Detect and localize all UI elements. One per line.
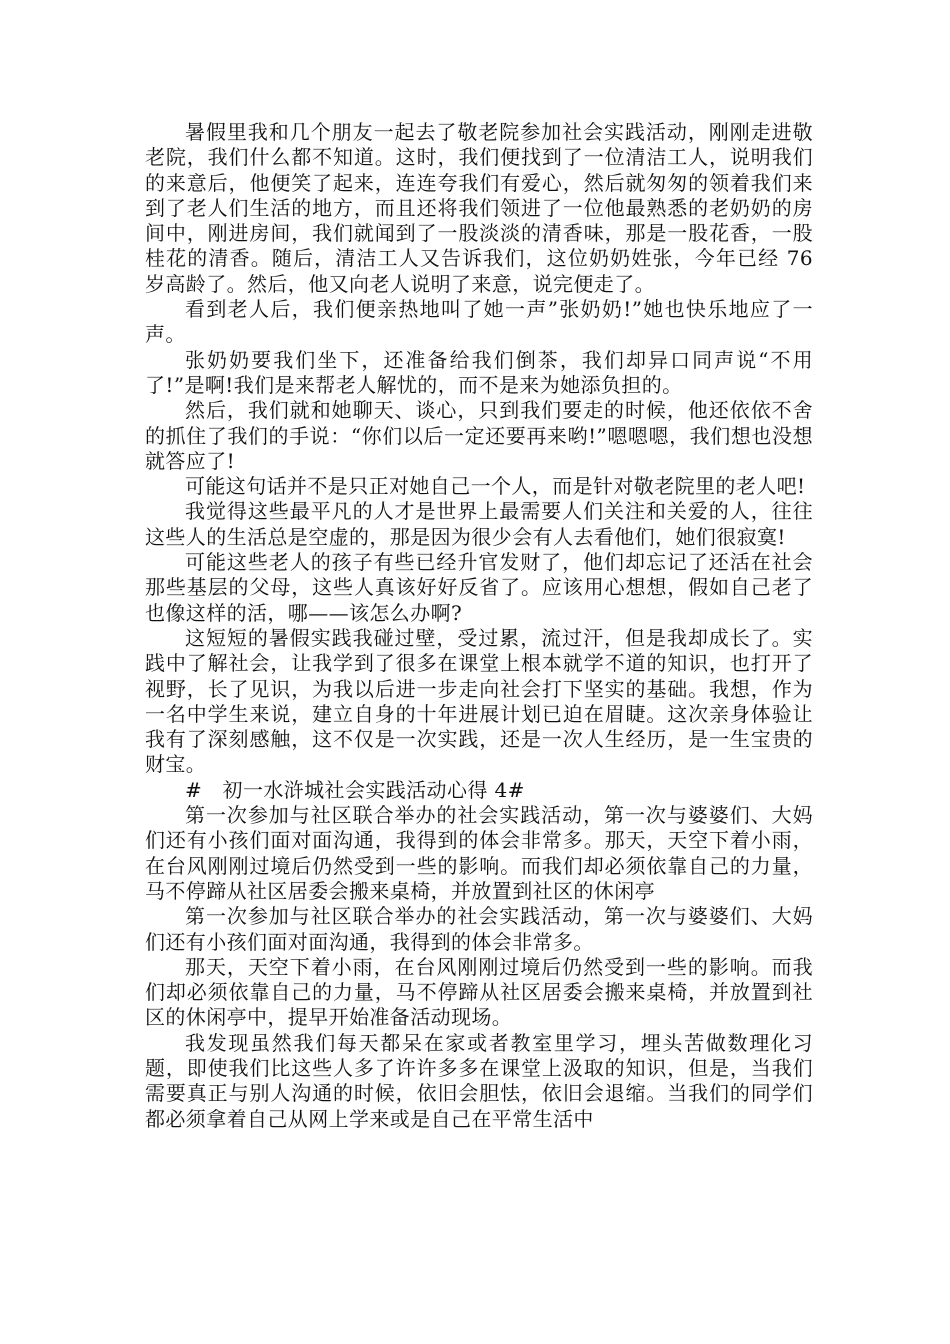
paragraph: 那天，天空下着小雨，在台风刚刚过境后仍然受到一些的影响。而我们却必须依靠自己的力量，马不停蹄从社区居委会搬来桌椅，并放置到社区的休闲亭中，提早开始准备活动现场。	[145, 954, 813, 1030]
paragraph: 第一次参加与社区联合举办的社会实践活动，第一次与婆婆们、大妈们还有小孩们面对面沟通，我得到的体会非常多。	[145, 904, 813, 954]
paragraph: 暑假里我和几个朋友一起去了敬老院参加社会实践活动，刚刚走进敬老院，我们什么都不知道。这时，我们便找到了一位清洁工人，说明我们的来意后，他便笑了起来，连连夸我们有爱心，然后就匆匆的领着我们来到了老人们生活的地方，而且还将我们领进了一位他最熟悉的老奶奶的房间中，刚进房间，我们就闻到了一股淡淡的清香味，那是一股花香，一股桂花的清香。随后，清洁工人又告诉我们，这位奶奶姓张，今年已经 76 岁高龄了。然后，他又向老人说明了来意，说完便走了。	[145, 120, 813, 296]
paragraph: 然后，我们就和她聊天、谈心，只到我们要走的时候，他还依依不舍的抓住了我们的手说：“你们以后一定还要再来哟!”嗯嗯嗯，我们想也没想就答应了!	[145, 398, 813, 473]
paragraph: 可能这句话并不是只正对她自己一个人，而是针对敬老院里的老人吧!	[185, 474, 806, 499]
paragraph: 这短短的暑假实践我碰过壁，受过累，流过汗，但是我却成长了。实践中了解社会，让我学到了很多在课堂上根本就学不道的知识，也打开了视野，长了见识，为我以后进一步走向社会打下坚实的基础。我想，作为一名中学生来说，建立自身的十年进展计划已迫在眉睫。这次亲身体验让我有了深刻感触，这不仅是一次实践，还是一次人生经历，是一生宝贵的财宝。	[145, 625, 813, 777]
paragraph: 第一次参加与社区联合举办的社会实践活动，第一次与婆婆们、大妈们还有小孩们面对面沟通，我得到的体会非常多。那天，天空下着小雨，在台风刚刚过境后仍然受到一些的影响。而我们却必须依靠自己的力量，马不停蹄从社区居委会搬来桌椅，并放置到社区的休闲亭	[145, 803, 813, 903]
document-body	[145, 120, 813, 1132]
paragraph: 我发现虽然我们每天都呆在家或者教室里学习，埋头苦做数理化习题，即使我们比这些人多了许许多多在课堂上汲取的知识，但是，当我们需要真正与别人沟通的时候，依旧会胆怯，依旧会退缩。当我们的同学们都必须拿着自己从网上学来或是自己在平常生活中	[145, 1030, 813, 1131]
section-heading: # 初一水浒城社会实践活动心得 4#	[185, 777, 525, 802]
paragraph: 可能这些老人的孩子有些已经升官发财了，他们却忘记了还活在社会那些基层的父母，这些人真该好好反省了。应该用心想想，假如自己老了也像这样的活，哪——该怎么办啊?	[145, 550, 813, 625]
paragraph: 张奶奶要我们坐下，还准备给我们倒茶，我们却异口同声说“不用了!”是啊!我们是来帮老人解忧的，而不是来为她添负担的。	[145, 347, 813, 397]
paragraph: 我觉得这些最平凡的人才是世界上最需要人们关注和关爱的人，往往这些人的生活总是空虚的，那是因为很少会有人去看他们，她们很寂寞!	[145, 499, 813, 549]
paragraph: 看到老人后，我们便亲热地叫了她一声”张奶奶!”她也快乐地应了一声。	[145, 297, 813, 347]
